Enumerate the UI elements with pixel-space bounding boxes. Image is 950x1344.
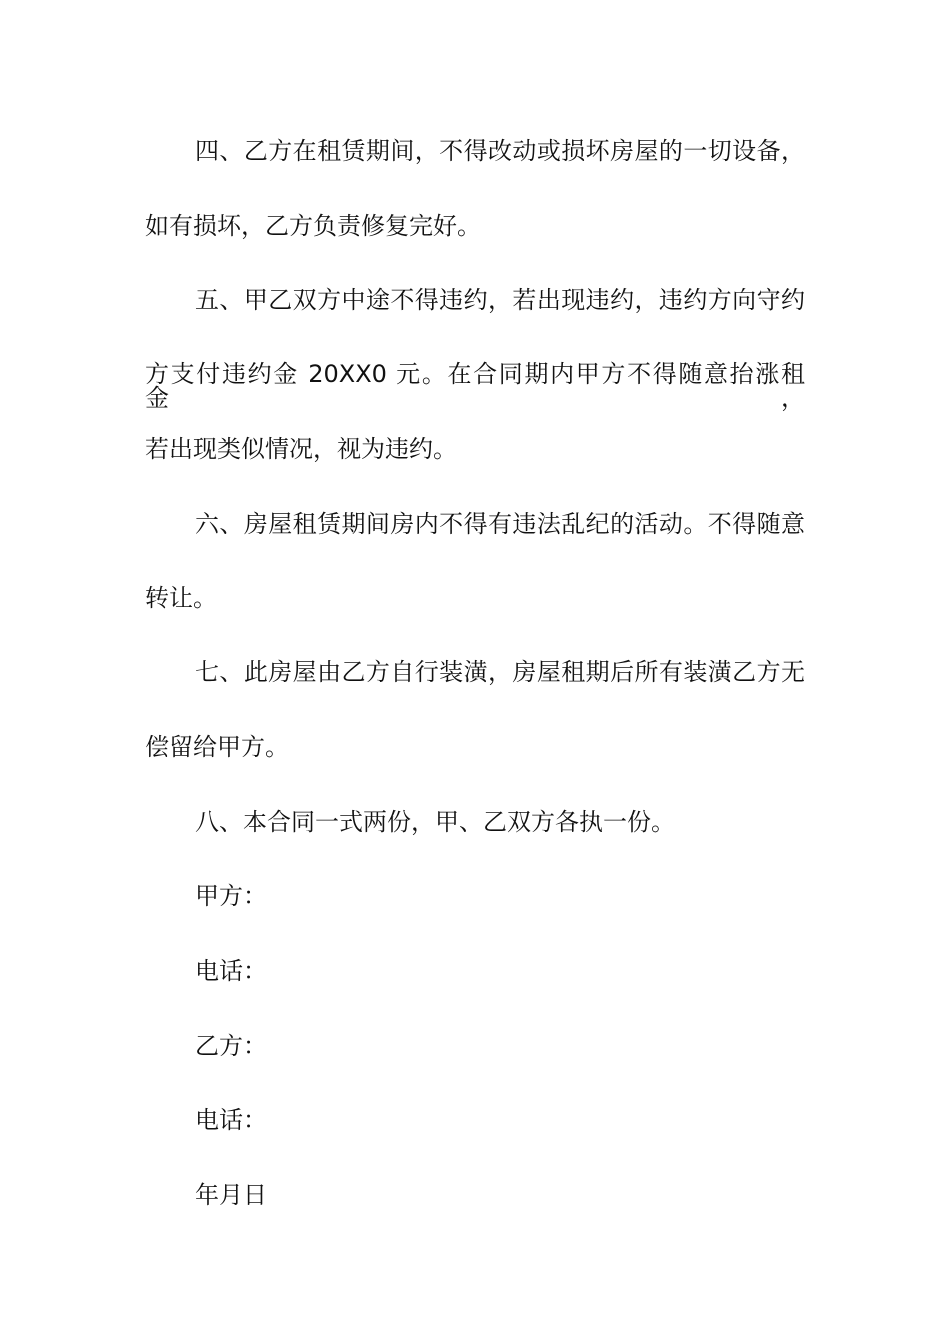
clause-7-line-2: 偿留给甲方。 bbox=[145, 733, 289, 761]
date-label: 年月日 bbox=[195, 1181, 267, 1209]
party-a-label: 甲方： bbox=[195, 882, 267, 910]
clause-5-line-1: 五、甲乙双方中途不得违约，若出现违约，违约方向守约 bbox=[195, 286, 805, 314]
clause-7-line-1: 七、此房屋由乙方自行装潢，房屋租期后所有装潢乙方无 bbox=[195, 658, 805, 686]
clause-5-line-2: 方支付违约金 20XX0 元。在合同期内甲方不得随意抬涨租金， bbox=[145, 360, 805, 412]
clause-6-line-2: 转让。 bbox=[145, 584, 217, 612]
clause-4-line-1: 四、乙方在租赁期间，不得改动或损坏房屋的一切设备， bbox=[195, 137, 805, 165]
party-a-phone-label: 电话： bbox=[195, 957, 267, 985]
clause-5-line-3: 若出现类似情况，视为违约。 bbox=[145, 435, 457, 463]
party-b-label: 乙方： bbox=[195, 1032, 267, 1060]
clause-8-line: 八、本合同一式两份，甲、乙双方各执一份。 bbox=[195, 808, 675, 836]
party-b-phone-label: 电话： bbox=[195, 1106, 267, 1134]
clause-4-line-2: 如有损坏，乙方负责修复完好。 bbox=[145, 212, 481, 240]
clause-6-line-1: 六、房屋租赁期间房内不得有违法乱纪的活动。不得随意 bbox=[195, 510, 805, 538]
